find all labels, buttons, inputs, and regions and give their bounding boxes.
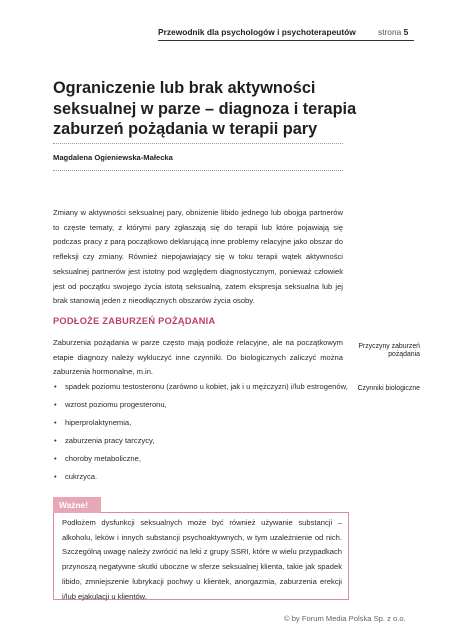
article-author: Magdalena Ogieniewska-Małecka — [53, 153, 173, 162]
sidenote-biological: Czynniki biologiczne — [357, 385, 420, 392]
biological-factors-list — [53, 380, 353, 489]
author-divider — [53, 170, 343, 171]
list-item: • zaburzenia pracy tarczycy, — [53, 434, 353, 449]
page-number — [378, 27, 408, 37]
header-rule — [158, 40, 414, 41]
section-paragraph: Zaburzenia pożądania w parze często mają podłoże relacyjne, ale na początkowym etapie diagnozy należy wykluczyć inne czynniki. Do biologicznych zaliczyć można zaburzenia hormonalne, m.in. — [53, 338, 343, 377]
article-title: Ograniczenie lub brak aktywności seksualnej w parze – diagnoza i terapia zaburzeń pożądania w terapii pary — [53, 79, 357, 138]
list-item: • hiperprolaktynemia, — [53, 416, 353, 431]
intro-paragraph: Zmiany w aktywności seksualnej pary, obniżenie libido jednego lub obojga partnerów to częste tematy, z którymi pary zgłaszają się do terapii lub które pojawiają się podczas pracy z parą początkowo deklarującą inne problemy relacyjne jako obszar do refleksji czy zmiany. Również niepojawiający się w toku terapii wątek aktywności seksualnej partnerów jest istotny pod względem diagnostycznym, ponieważ człowiek jest od początku swojego życia istotą seksualną, zatem ekspresja seksualna lub jej brak stanowią jeden z nieodłącznych obszarów życia osoby. — [53, 208, 343, 306]
important-note-text: Podłożem dysfunkcji seksualnych może być również używanie substancji – alkoholu, leków i innych substancji psychoaktywnych, w tym uzależnienie od nich. Szczególną uwagę należy zwrócić na leki z grupy SSRI, które w wielu przypadkach przynoszą negatywne skutki uboczne w sferze seksualnej klienta, takie jak spadek libido, zmniejszenie lubrykacji pochwy u klientek, anorgazmia, zaburzenia erekcji i/lub ejakulacji u klientów. — [62, 518, 342, 601]
title-divider — [53, 143, 343, 144]
page-label: strona — [378, 27, 402, 37]
important-note-label: Ważne! — [53, 497, 101, 513]
list-item: • choroby metaboliczne, — [53, 452, 353, 467]
section-heading: PODŁOŻE ZABURZEŃ POŻĄDANIA — [53, 316, 216, 326]
page-number-value: 5 — [403, 27, 409, 37]
list-item: • cukrzyca. — [53, 470, 353, 485]
running-header: Przewodnik dla psychologów i psychoterapeutów — [158, 27, 356, 37]
sidenote-causes: Przyczyny zaburzeń pożądania — [358, 343, 420, 359]
list-item: • spadek poziomu testosteronu (zarówno u kobiet, jak i u mężczyzn) i/lub estrogenów, — [53, 380, 353, 395]
list-item: • wzrost poziomu progesteronu, — [53, 398, 353, 413]
footer-copyright: © by Forum Media Polska Sp. z o.o. — [284, 614, 406, 623]
